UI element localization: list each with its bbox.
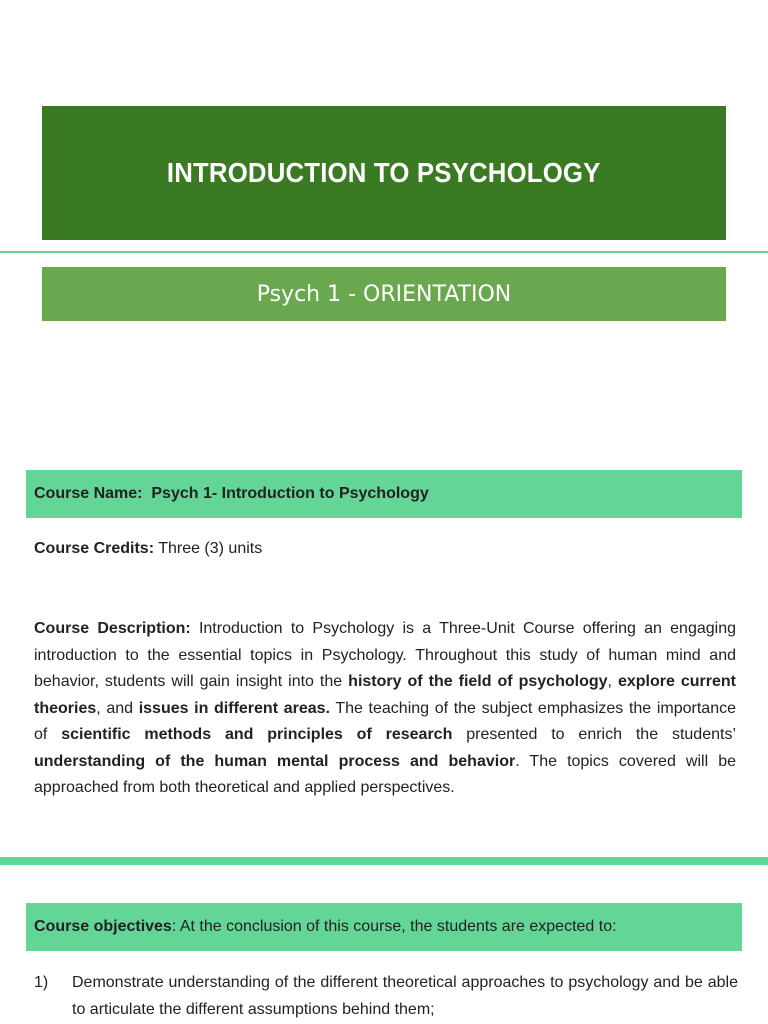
description-text: , and — [96, 699, 139, 717]
course-description-label: Course Description: — [34, 620, 191, 637]
description-text: The teaching of the subject emphasizes the importance of — [34, 699, 737, 743]
description-text: , — [607, 673, 618, 690]
course-credits-value: Three (3) units — [158, 540, 263, 557]
course-credits — [34, 540, 262, 558]
description-emphasis: understanding of the human mental process and behavior — [34, 752, 516, 770]
description-emphasis: issues in different areas. — [138, 699, 330, 717]
description-emphasis: explore current theories — [34, 673, 737, 717]
course-description — [34, 616, 736, 802]
course-objectives-label: Course objectives — [34, 918, 172, 935]
course-objectives-intro: : At the conclusion of this course, the students are expected to: — [171, 918, 617, 935]
description-text: presented to enrich the students’ — [452, 726, 736, 743]
title-banner — [42, 106, 726, 240]
description-emphasis: scientific methods and principles of research — [61, 726, 453, 743]
course-name-bar — [26, 470, 742, 518]
page-subtitle: Psych 1 - ORIENTATION — [256, 281, 512, 307]
description-text: . The topics covered will be approached from both theoretical and applied perspectives. — [34, 752, 737, 796]
objective-number: 1) — [34, 974, 49, 991]
course-name-label: Course Name: — [34, 485, 143, 502]
course-credits-label: Course Credits: — [34, 540, 155, 557]
divider-thin — [0, 251, 768, 253]
subtitle-banner — [42, 267, 726, 321]
page-title: INTRODUCTION TO PSYCHOLOGY — [167, 157, 601, 188]
course-objectives-bar — [26, 903, 742, 951]
objective-text: Demonstrate understanding of the different theoretical approaches to psychology and be able to articulate the different assumptions behind them; — [72, 974, 738, 1018]
description-emphasis: history of the field of psychology — [348, 673, 608, 690]
divider-thick — [0, 857, 768, 865]
objective-item — [34, 969, 738, 1023]
description-text: Introduction to Psychology is a Three-Unit Course offering an engaging introduction to the essential topics in Psychology. Throughout this study of human mind and behavior, students will gain insight into the — [34, 620, 736, 690]
course-name-value: Psych 1- Introduction to Psychology — [151, 485, 429, 502]
